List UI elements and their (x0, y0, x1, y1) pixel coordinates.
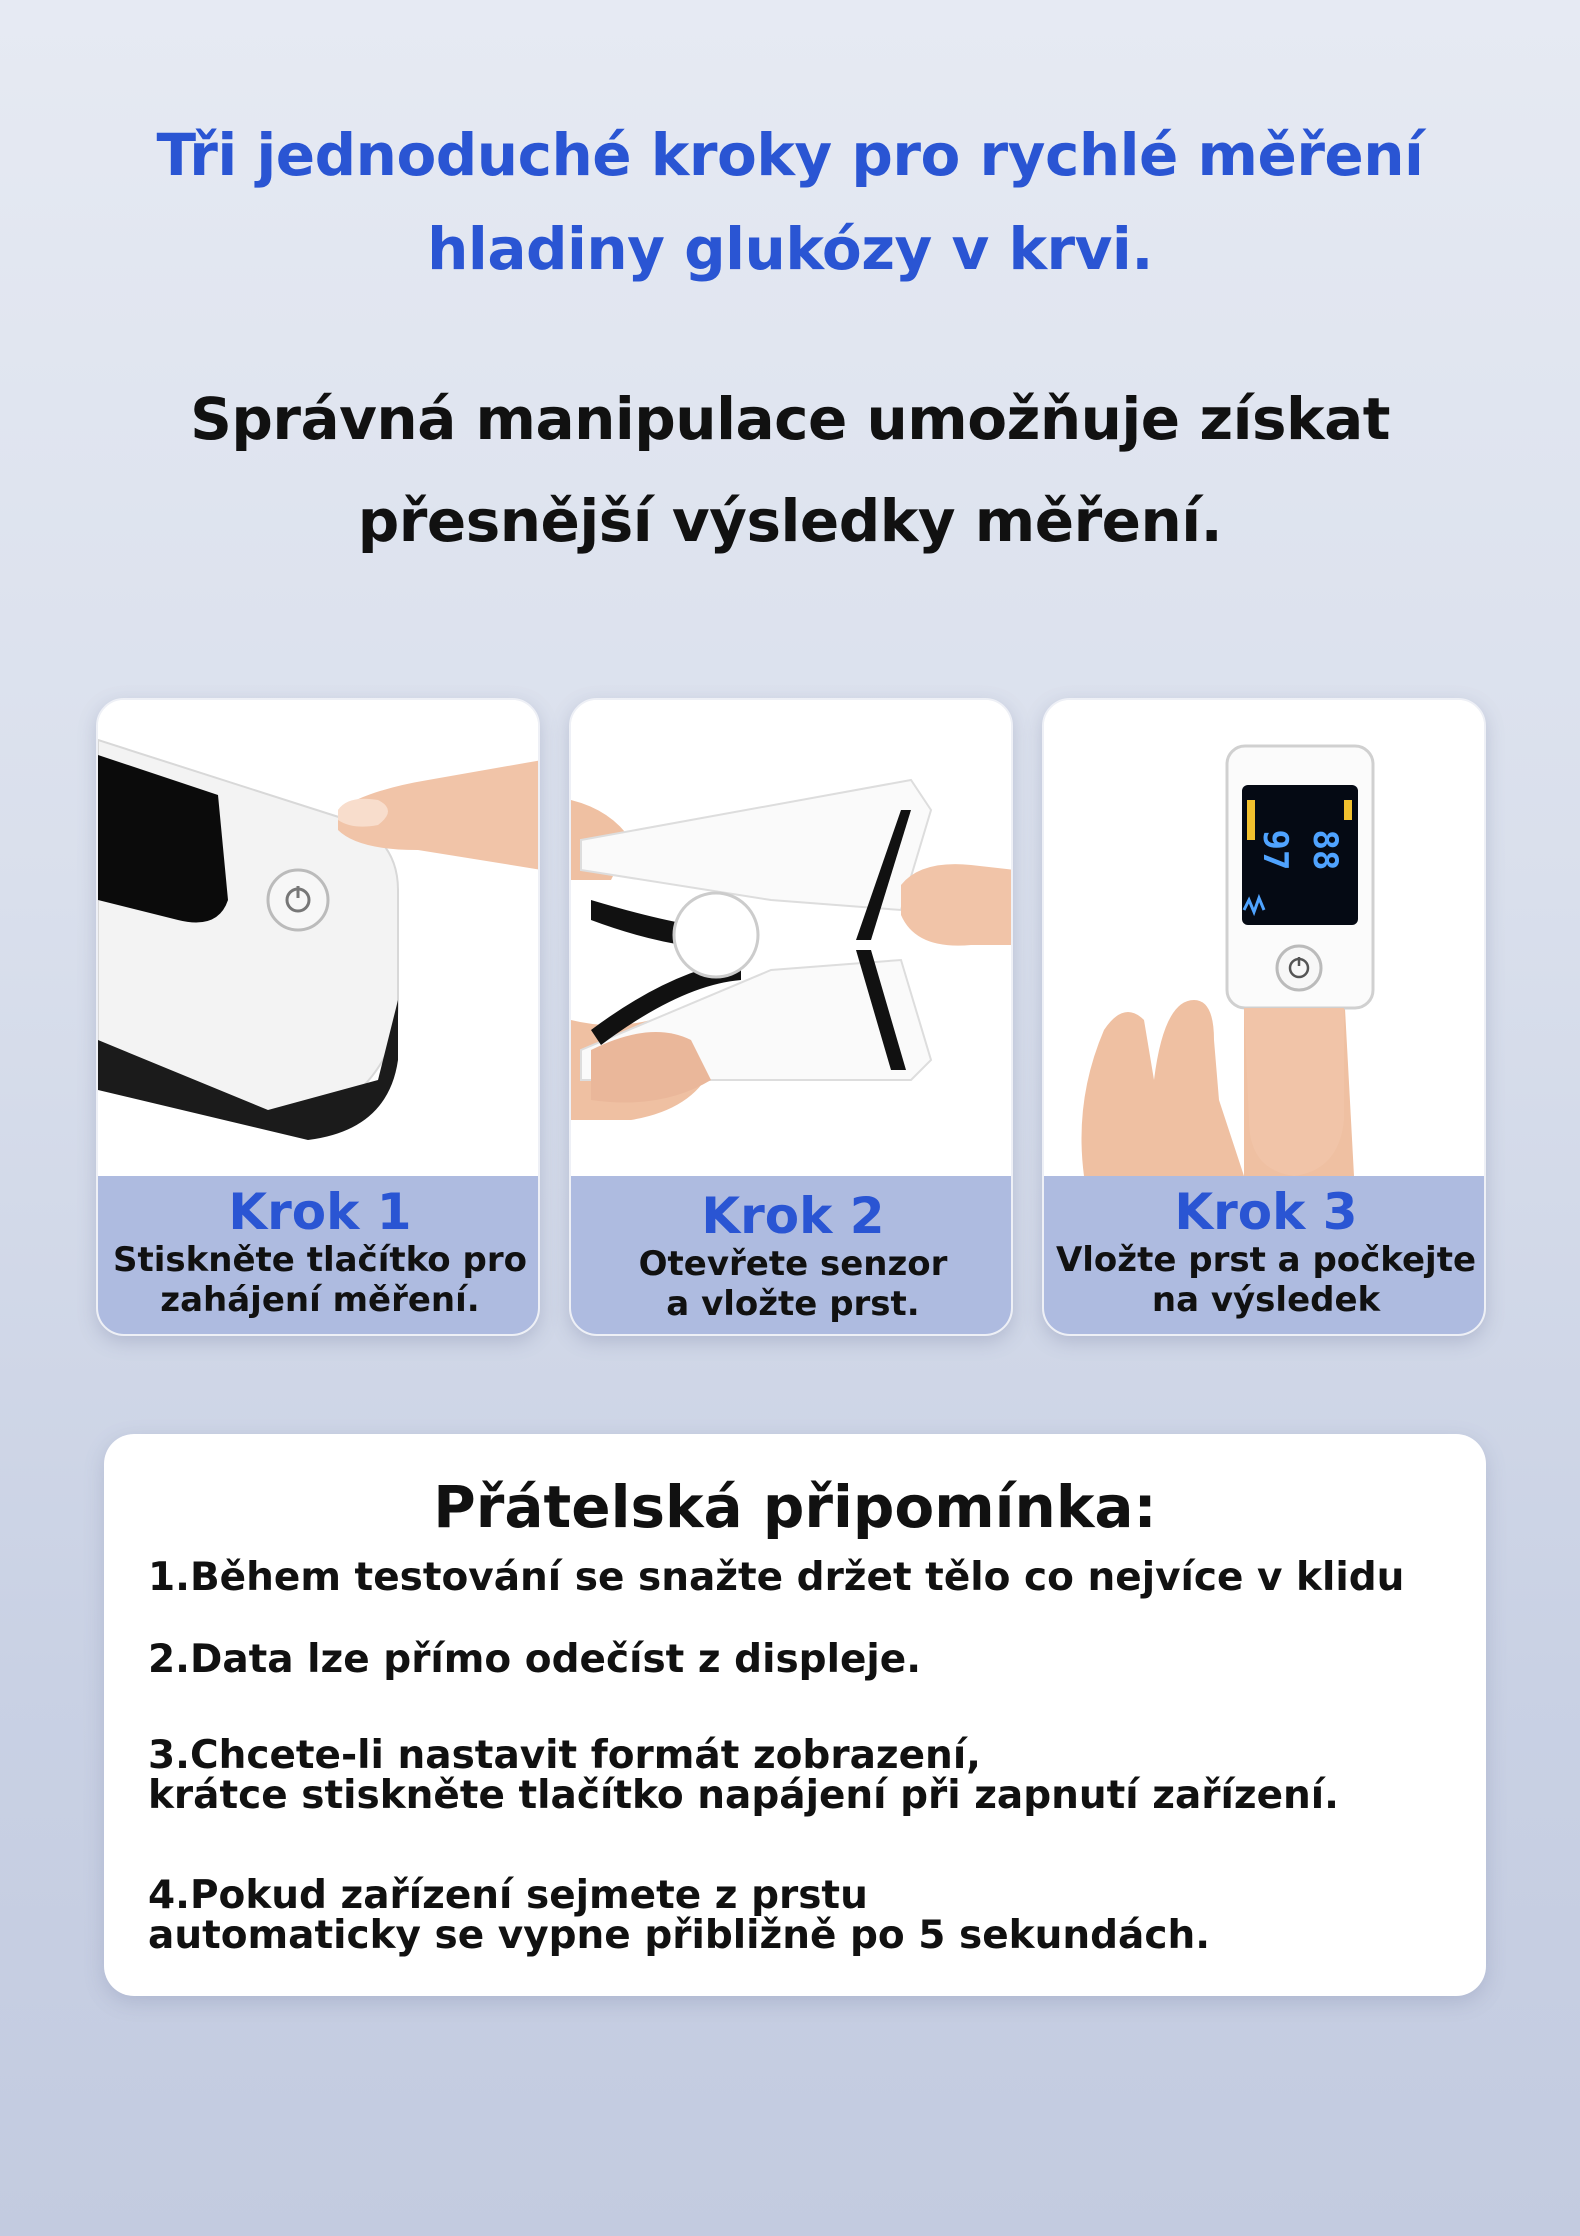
reminder-item-2: 2.Data lze přímo odečíst z displeje. (148, 1637, 922, 1682)
reminder-title: Přátelská připomínka: (433, 1473, 1157, 1541)
reminder-item-4: 4.Pokud zařízení sejmete z prstu automaticky se vypne přibližně po 5 sekundách. (148, 1873, 1211, 1958)
step-1-label: Krok 1 (228, 1183, 412, 1241)
step-card-2 (569, 698, 1013, 1336)
oximeter-result-image (1044, 700, 1486, 1176)
step-1-caption (98, 1176, 540, 1336)
step-2-text: Otevřete senzor a vložte prst. (638, 1244, 948, 1324)
step-card-3 (1042, 698, 1486, 1336)
step-2-label: Krok 2 (701, 1187, 885, 1245)
step-card-1 (96, 698, 540, 1336)
display-spo2-value: 97 (1255, 829, 1295, 871)
display-pulse-value: 88 (1305, 829, 1345, 871)
step-3-text: Vložte prst a počkejte na výsledek (1055, 1240, 1477, 1320)
step-2-caption (571, 1176, 1013, 1336)
page-title: Tři jednoduché kroky pro rychlé měření hladiny glukózy v krvi. (156, 121, 1424, 283)
step-1-text: Stiskněte tlačítko pro zahájení měření. (113, 1240, 527, 1320)
reminder-item-1: 1.Během testování se snažte držet tělo co nejvíce v klidu (148, 1555, 1405, 1600)
friendly-reminder-box (104, 1434, 1486, 1996)
reminder-item-3: 3.Chcete-li nastavit formát zobrazení, krátce stiskněte tlačítko napájení při zapnutí zařízení. (148, 1733, 1339, 1818)
step-1-photo (98, 700, 540, 1176)
step-3-label: Krok 3 (1174, 1183, 1358, 1241)
oximeter-press-button-image (98, 700, 540, 1176)
step-2-photo (571, 700, 1013, 1176)
oximeter-open-clip-image (571, 700, 1013, 1176)
step-3-photo (1044, 700, 1486, 1176)
page-subtitle: Správná manipulace umožňuje získat přesnější výsledky měření. (190, 385, 1390, 555)
step-3-caption (1044, 1176, 1486, 1336)
